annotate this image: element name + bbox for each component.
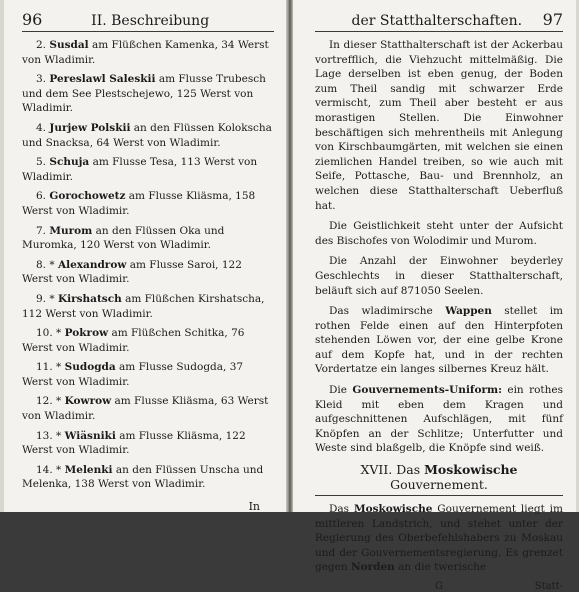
town-entry <box>22 394 274 423</box>
entry-number: 14. * <box>36 463 62 476</box>
town-name: Kirshatsch <box>57 292 122 305</box>
town-entry <box>22 121 274 150</box>
entry-number: 8. * <box>36 258 55 271</box>
town-name: Melenki <box>64 463 113 476</box>
entry-number: 10. * <box>36 327 62 340</box>
right-page-number: 97 <box>542 10 563 29</box>
left-page <box>0 0 286 512</box>
left-page-number: 96 <box>22 10 43 29</box>
left-running-title: II. Beschreibung <box>91 13 210 29</box>
town-description: am Flusse Kliäsma, 122 Werst von Wladimir. <box>22 429 246 457</box>
entry-number: 12. * <box>36 395 62 408</box>
town-name: Pokrow <box>64 327 109 340</box>
population-paragraph: Die Anzahl der Einwohner beyderley Geschlechts in dieser Statthalterschaft, beläuft sich auf 871050 Seelen. <box>315 255 563 297</box>
right-page <box>293 0 579 592</box>
town-name: Gorochowetz <box>49 190 126 203</box>
entry-number: 7. <box>36 224 47 237</box>
town-description: am Flüßchen Kirshatscha, 112 Werst von Wladimir. <box>22 292 265 320</box>
town-description: am Flusse Saroi, 122 Werst von Wladimir. <box>22 258 242 286</box>
signature-mark: G <box>435 581 443 592</box>
town-description: an den Flüssen Oka und Muromka, 120 Werst von Wladimir. <box>22 224 225 252</box>
town-description: am Flüßchen Kamenka, 34 Werst von Wladimir. <box>22 39 269 66</box>
town-entry <box>22 72 274 116</box>
town-description: am Flusse Trubesch und dem See Plestschejewo, 125 Werst von Wladimir. <box>22 73 266 115</box>
entry-number: 13. * <box>36 429 62 442</box>
town-entry <box>22 463 274 492</box>
left-running-head <box>22 10 274 32</box>
town-description: an den Flüssen Unscha und Melenka, 138 Werst von Wladimir. <box>22 463 264 491</box>
town-name: Jurjew Polskii <box>49 121 131 134</box>
town-entry <box>22 155 274 184</box>
town-name: Schuja <box>49 156 90 169</box>
right-page-footer <box>315 581 563 592</box>
agriculture-paragraph: In dieser Statthalterschaft ist der Ackerbau vortrefflich, die Viehzucht mittelmäßig. Die Lage derselben ist eben genug, der Boden zum Theil sandig mit schwarzer Erde vermischt, zum Theil aber besteht er aus morastigen Stellen. Die Einwohner beschäftigen sich mehrentheils mit Anlegung von Kirschbaumgärten, mit welchen sie einen ziemlichen Handel treiben, so wie auch mit Seife, Pottasche, Bau- und Brennholz, an welchen diese Statthalterschaft Ueberfluß hat. <box>315 39 563 212</box>
entry-number: 11. * <box>36 361 62 374</box>
entry-number: 4. <box>36 121 47 134</box>
entry-number: 9. * <box>36 292 55 305</box>
town-description: am Flusse Kliäsma, 63 Werst von Wladimir. <box>22 395 269 423</box>
town-description: am Flüßchen Schitka, 76 Werst von Wladimir. <box>22 327 245 354</box>
town-description: am Flusse Sudogda, 37 Werst von Wladimir. <box>22 361 244 388</box>
town-entry <box>22 38 274 67</box>
town-name: Alexandrow <box>57 258 127 271</box>
uniform-paragraph: Die Gouvernements-Uniform: ein rothes Kleid mit eben dem Kragen und aufgeschnittenen Aufschlägen, mit fünf Knöpfen an der Schlitze; Unterfutter und Weste sind blaßgelb, die Knöpfe sind weiß. <box>315 384 563 455</box>
town-description: an den Flüssen Kolokscha und Snacksa, 64 Werst von Wladimir. <box>22 121 272 149</box>
town-entry <box>22 292 274 321</box>
section-heading: XVII. Das Moskowische Gouvernement. <box>315 462 563 496</box>
entry-number: 3. <box>36 73 47 86</box>
town-name: Kowrow <box>64 395 112 408</box>
right-running-head <box>315 10 563 32</box>
town-entry <box>22 326 274 355</box>
town-entry <box>22 360 274 389</box>
town-entry <box>22 224 274 253</box>
left-page-edge <box>0 0 4 512</box>
town-name: Murom <box>49 224 93 237</box>
town-entry <box>22 189 274 218</box>
moscow-paragraph: Das Moskowische Gouvernement liegt im mittleren Landstrich, und stehet unter der Regierung des Oberbefehlshabers zu Moskau und der Gouvernementsregierung. Es grenzet gegen Norden an die twerische <box>315 503 563 574</box>
right-catchword: Statt- <box>534 581 563 592</box>
town-name: Sudogda <box>64 361 116 374</box>
town-description: am Flusse Kliäsma, 158 Werst von Wladimir. <box>22 190 256 217</box>
town-name: Pereslawl Saleskii <box>49 73 156 86</box>
left-catchword: In <box>248 500 260 514</box>
right-running-title: der Statthalterschaften. <box>351 13 523 29</box>
clergy-paragraph: Die Geistlichkeit steht unter der Aufsicht des Bischofes von Wolodimir und Murom. <box>315 220 563 247</box>
town-name: Susdal <box>49 39 89 51</box>
entry-number: 6. <box>36 190 47 203</box>
coat-of-arms-paragraph: Das wladimirsche Wappen stellet im rothen Felde einen auf den Hinterpfoten stehenden Löwen vor, der eine gelbe Krone auf dem Kopfe hat, und in der rechten Vordertatze ein langes silbernes Kreuz hält. <box>315 305 564 376</box>
town-entry <box>22 258 274 287</box>
town-description: am Flusse Tesa, 113 Werst von Wladimir. <box>22 156 258 183</box>
town-list <box>22 38 274 492</box>
town-name: Wiäsniki <box>64 429 116 442</box>
entry-number: 5. <box>36 156 47 169</box>
book-gutter <box>286 0 293 512</box>
town-entry <box>22 429 274 458</box>
entry-number: 2. <box>36 39 47 51</box>
